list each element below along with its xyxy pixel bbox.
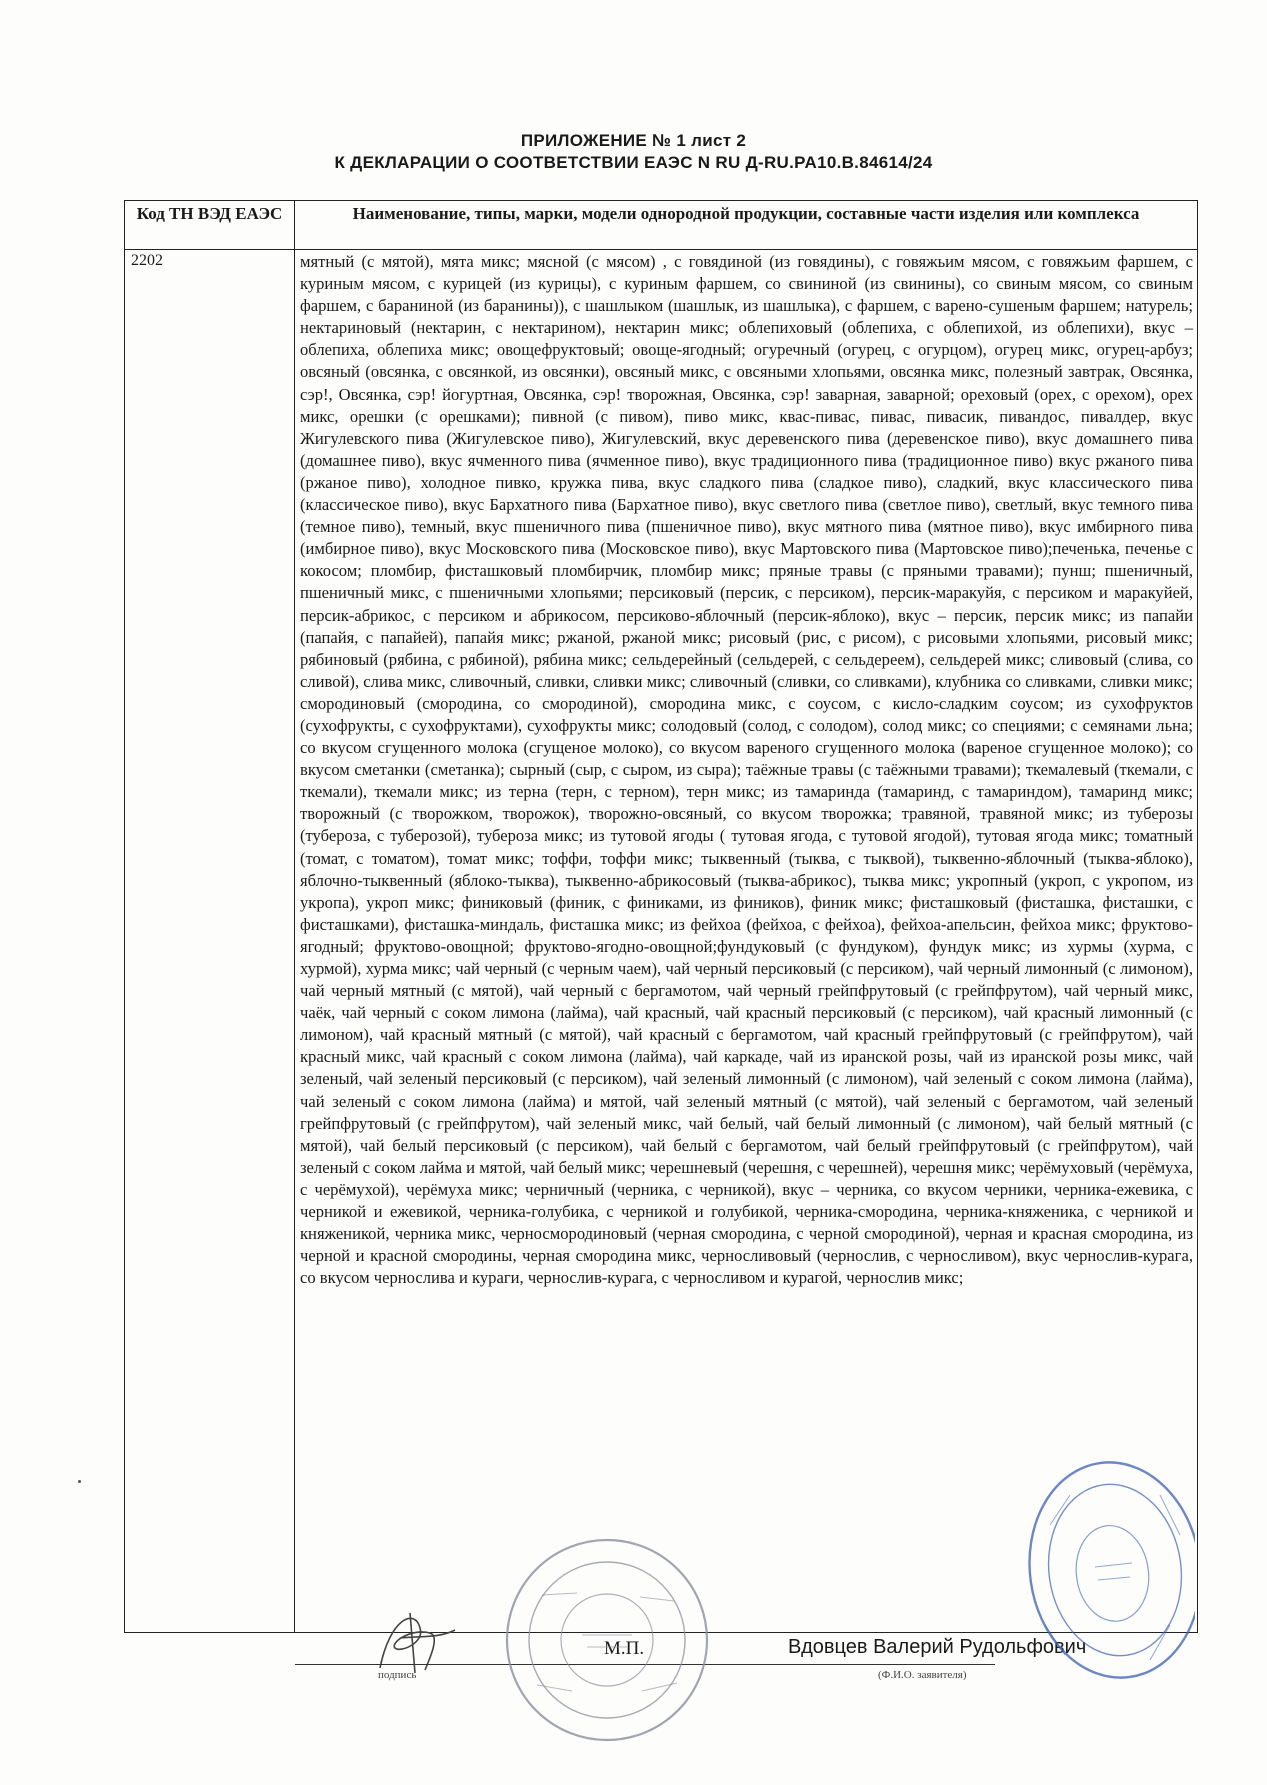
col-header-code: Код ТН ВЭД ЕАЭС — [125, 201, 295, 250]
col-header-name: Наименование, типы, марки, модели однородной продукции, составные части изделия или комплекса — [295, 201, 1198, 250]
document-header — [0, 130, 1267, 174]
scan-speck — [78, 1480, 81, 1483]
company-stamp-blue — [1020, 1455, 1195, 1685]
company-stamp-gray — [502, 1535, 712, 1750]
header-line-2: К ДЕКЛАРАЦИИ О СООТВЕТСТВИИ ЕАЭС N RU Д-RU.PA10.B.84614/24 — [334, 153, 933, 172]
products-table — [124, 200, 1198, 1633]
table-header-row — [125, 201, 1198, 250]
signer-name: Вдовцев Валерий Рудольфович — [788, 1636, 1087, 1658]
code-cell: 2202 — [125, 250, 295, 1633]
table-row — [125, 250, 1198, 1633]
product-list-cell: мятный (с мятой), мята микс; мясной (с мясом) , с говядиной (из говядины), с говяжьим мясом, с говяжьим фаршем, с куриным мясом, с курицей (из курицы), с куриным фаршем, со свининой (из свинины), со свиным мясом, со свиным фаршем, с бараниной (из баранины)), с шашлыком (шашлык, из шашлыка), с фаршем, с варено-сушеным фаршем; натурель; нектариновый (нектарин, с нектарином), нектарин микс; облепиховый (облепиха, с облепихой, из облепихи), вкус – облепиха, облепиха микс; овощефруктовый; овоще-ягодный; огуречный (огурец, с огурцом), огурец микс, огурец-арбуз; овсяный (овсянка, с овсянкой, из овсянки), овсяный микс, с овсяными хлопьями, овсянка микс, полезный завтрак, Овсянка, сэр!, Овсянка, сэр! йогуртная, Овсянка, сэр! творожная, Овсянка, сэр! заварная, заварной; ореховый (орех, с орехом), орех микс, орешки (с орешками); пивной (с пивом), пиво микс, квас-пивас, пивас, пивасик, пивандос, пивалдер, вкус Жигулевского пива (Жигулевское пиво), Жигулевский, вкус деревенского пива (деревенское пиво), вкус домашнего пива (домашнее пиво), вкус ячменного пива (ячменное пиво), вкус традиционного пива (традиционное пиво) вкус ржаного пива (ржаное пиво), холодное пивко, кружка пива, вкус сладкого пива (сладкое пиво), сладкий, вкус классического пива (классическое пиво), вкус Бархатного пива (Бархатное пиво), вкус светлого пива (светлое пиво), светлый, вкус темного пива (темное пиво), темный, вкус пшеничного пива (пшеничное пиво), вкус мятного пива (мятное пиво), вкус имбирного пива (имбирное пиво), вкус Московского пива (Московское пиво), вкус Мартовского пива (Мартовское пиво);печенька, печенье с кокосом; пломбир, фисташковый пломбирчик, пломбир микс; пряные травы (с пряными травами); пунш; пшеничный, пшеничный микс, с пшеничными хлопьями; персиковый (персик, с персиком), персик-маракуйя, с персиком и маракуйей, персик-абрикос, с персиком и абрикосом, персиково-яблочный (персик-яблоко), вкус – персик, персик микс; из папайи (папайя, с папайей), папайя микс; ржаной, ржаной микс; рисовый (рис, с рисом), с рисовыми хлопьями, рисовый микс; рябиновый (рябина, с рябиной), рябина микс; сельдерейный (сельдерей, с сельдереем), сельдерей микс; сливовый (слива, со сливой), слива микс, сливочный, сливки, сливки микс; сливочный (сливки, со сливками), клубника со сливками, сливки микс; смородиновый (смородина, со смородиной), смородина микс, с соусом, с кисло-сладким соусом; из сухофруктов (сухофрукты, с сухофруктами), сухофрукты микс; солодовый (солод, с солодом), солод микс; со специями; с семянами льна; со вкусом сгущенного молока (сгущеное молоко), со вкусом вареного сгущенного молока (вареное сгущенное молоко); со вкусом сметанки (сметанка); сырный (сыр, с сыром, из сыра); таёжные травы (с таёжными травами); ткемалевый (ткемали, с ткемали), ткемали микс; из терна (терн, с терном), терн микс; из тамаринда (тамаринд, с тамариндом), тамаринд микс; творожный (с творожком, творожок), творожно-овсяный, со вкусом творожка; травяной, травяной микс; из туберозы (тубероза, с туберозой), тубероза микс; из тутовой ягоды ( тутовая ягода, с тутовой ягодой), тутовая ягода микс; томатный (томат, с томатом), томат микс; тоффи, тоффи микс; тыквенный (тыква, с тыквой), тыквенно-яблочный (тыква-яблоко), яблочно-тыквенный (яблоко-тыква), тыквенно-абрикосовый (тыква-абрикос), тыква микс; укропный (укроп, с укропом, из укропа), укроп микс; финиковый (финик, с финиками, из фиников), финик микс; фисташковый (фисташка, фисташки, с фисташками), фисташка-миндаль, фисташка микс; из фейхоа (фейхоа, с фейхоа), фейхоа-апельсин, фейхоа микс; фруктово-ягодный; фруктово-овощной; фруктово-ягодно-овощной;фундуковый (с фундуком), фундук микс; из хурмы (хурма, с хурмой), хурма микс; чай черный (с черным чаем), чай черный персиковый (с персиком), чай черный лимонный (с лимоном), чай черный мятный (с мятой), чай черный с бергамотом, чай черный грейпфрутовый (с грейпфрутом), чай черный микс, чаёк, чай черный с соком лимона (лайма), чай красный, чай красный персиковый (с персиком), чай красный лимонный (с лимоном), чай красный мятный (с мятой), чай красный с бергамотом, чай красный грейпфрутовый (с грейпфрутом), чай красный микс, чай красный с соком лимона (лайма), чай каркаде, чай из иранской розы, чай из иранской розы микс, чай зеленый, чай зеленый персиковый (с персиком), чай зеленый лимонный (с лимоном), чай зеленый с соком лимона (лайма), чай зеленый с соком лимона (лайма) и мятой, чай зеленый мятный (с мятой), чай зеленый с бергамотом, чай зеленый грейпфрутовый (с грейпфрутом), чай зеленый микс, чай белый, чай белый лимонный (с лимоном), чай белый мятный (с мятой), чай белый персиковый (с персиком), чай белый с бергамотом, чай белый грейпфрутовый (с грейпфрутом), чай зеленый с соком лайма и мятой, чай белый микс; черешневый (черешня, с черешней), черешня микс; черёмуховый (черёмуха, с черёмухой), черёмуха микс; черничный (черника, с черникой), вкус – черника, со вкусом черники, черника-ежевика, с черникой и ежевикой, черника-голубика, с черникой и голубикой, черника-смородина, черника-княженика, с черникой и княженикой, черника микс, черносмородиновый (черная смородина, с черной смородиной), черная и красная смородина, из черной и красной смородины, черная смородина микс, черносливовый (чернослив, с черносливом), вкус чернослив-курага, со вкусом чернослива и кураги, чернослив-курага, с черносливом и курагой, чернослив микс; — [295, 250, 1198, 1633]
stamp-place-label: М.П. — [604, 1638, 645, 1659]
signer-name-label: (Ф.И.О. заявителя) — [878, 1669, 967, 1681]
header-line-1: ПРИЛОЖЕНИЕ № 1 лист 2 — [520, 131, 747, 150]
signature-label: подпись — [378, 1669, 417, 1681]
